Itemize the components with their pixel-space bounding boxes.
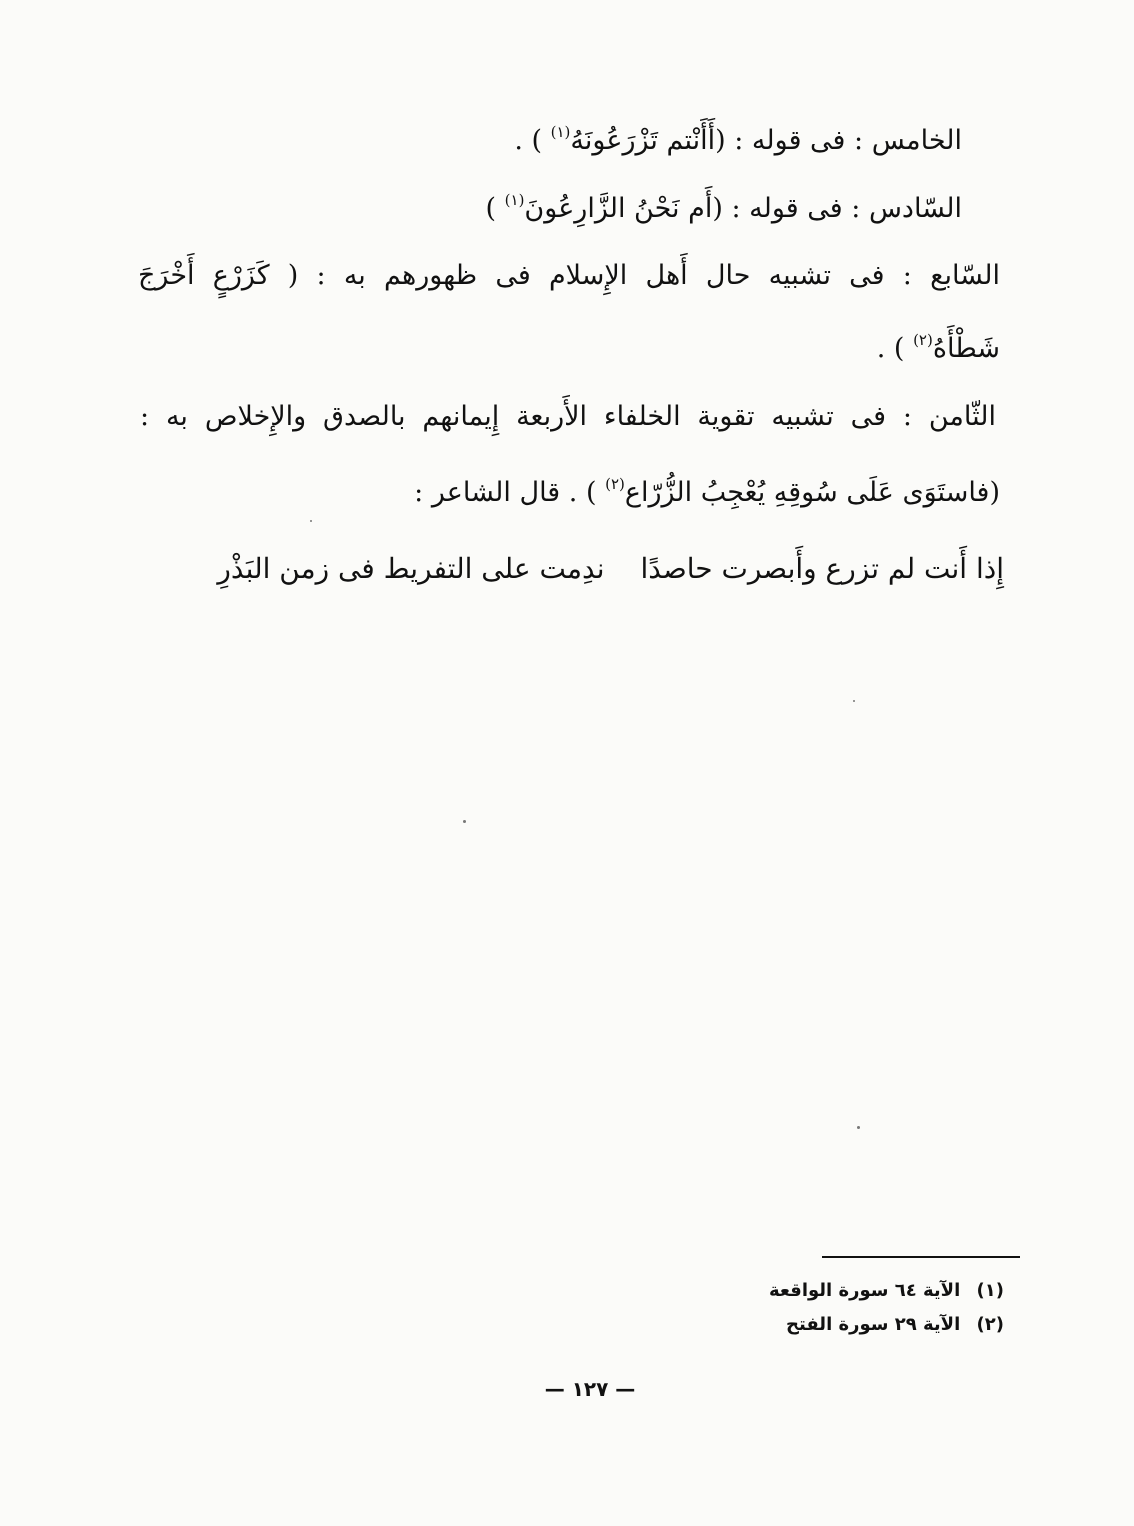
scan-speck [463, 820, 466, 823]
paragraph-seventh-continued [877, 320, 1000, 369]
paragraph-eighth-continued [414, 464, 1000, 513]
footnote-1 [769, 1278, 1004, 1304]
footnote-marker: (٢) [976, 1314, 1004, 1335]
line-tail: ) . قال الشاعر : [414, 477, 597, 508]
footnote-2 [786, 1312, 1004, 1338]
scan-speck [310, 520, 312, 522]
paragraph-sixth [486, 180, 963, 229]
footnote-text: الآية ٢٩ سورة الفتح [786, 1314, 961, 1335]
line-text: شَطْأَهُ [932, 333, 1000, 364]
line-text: الخامس : فى قوله : (أَأَنْتم تَزْرَعُونَهُ [570, 125, 962, 156]
poem-second-hemistich: ندِمت على التفريط فى زمن البَذْرِ [217, 552, 605, 585]
scan-speck [857, 1126, 860, 1129]
line-tail: ) . [876, 333, 905, 364]
footnote-ref: (٢) [913, 331, 933, 349]
page-number: — ١٢٧ — [544, 1377, 636, 1401]
footnote-ref: (١) [504, 191, 525, 209]
scan-speck [853, 700, 855, 702]
poem-verse [140, 549, 1004, 589]
footnote-ref: (٢) [605, 475, 625, 493]
line-tail: ) . [514, 125, 543, 156]
paragraph-eighth [140, 397, 996, 437]
paragraph-seventh [138, 256, 1000, 296]
footnote-separator [822, 1256, 1020, 1258]
poem-first-hemistich: إِذا أَنت لم تزرع وأَبصرت حاصدًا [640, 552, 1004, 585]
paragraph-fifth [514, 112, 962, 161]
line-text: السّادس : فى قوله : (أَم نَحْنُ الزَّارِعُونَ [524, 193, 962, 224]
footnote-ref: (١) [550, 123, 571, 141]
footnote-marker: (١) [976, 1280, 1004, 1301]
footnote-text: الآية ٦٤ سورة الواقعة [768, 1280, 961, 1301]
line-text: السّابع : فى تشبيه حال أَهل الإِسلام فى ظهورهم به : ( كَزَرْعٍ أَخْرَجَ [138, 260, 1000, 291]
line-text: (فاستَوَى عَلَى سُوقِهِ يُعْجِبُ الزُّرّاع [624, 477, 1000, 508]
line-tail: ) [485, 193, 497, 224]
line-text: الثّامن : فى تشبيه تقوية الخلفاء الأَربعة إِيمانهم بالصدق والإِخلاص به : [140, 401, 996, 432]
